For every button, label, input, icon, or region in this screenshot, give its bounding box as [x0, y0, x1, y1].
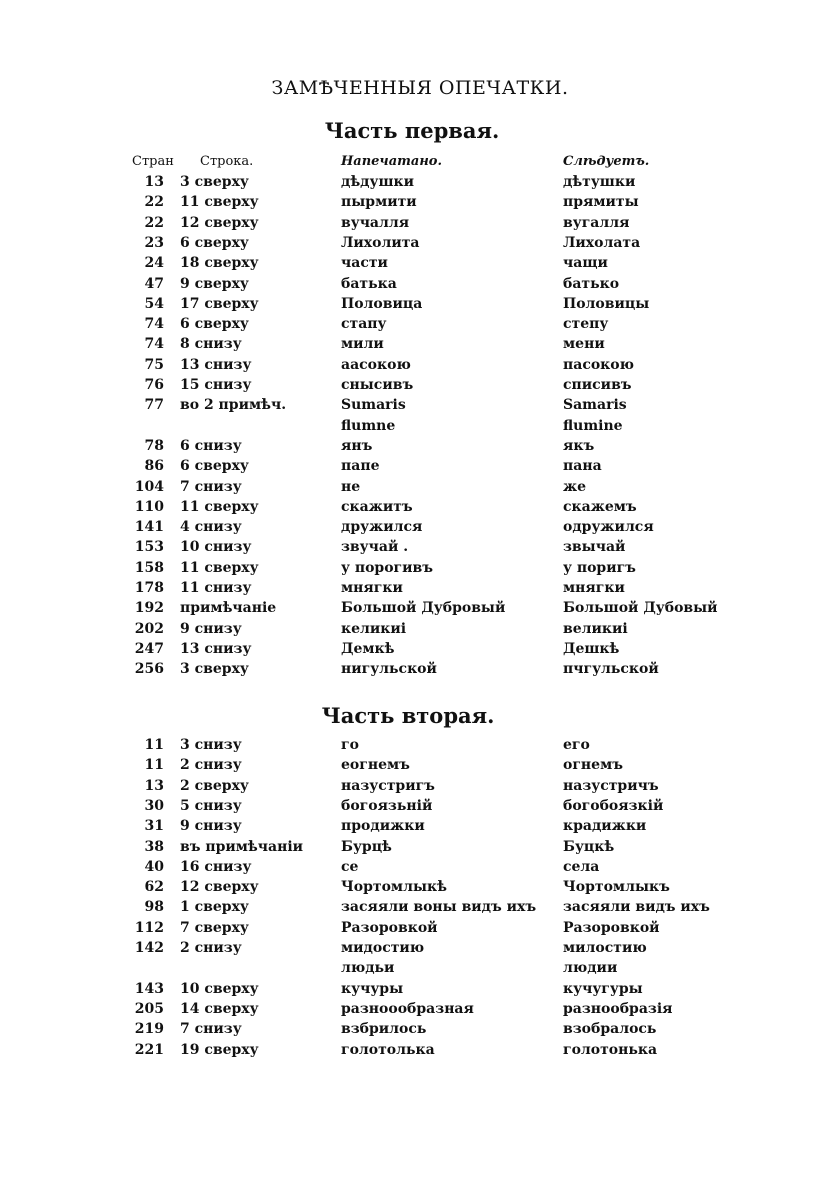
printed-text: звучай . [341, 539, 409, 556]
erratum-row [0, 1021, 840, 1041]
erratum-row [0, 621, 840, 641]
erratum-row [0, 778, 840, 798]
line-ref: 3 снизу [180, 737, 242, 753]
correct-text: же [563, 478, 587, 495]
header-printed: Напечатано. [341, 154, 442, 169]
page-number: 192 [134, 600, 164, 617]
correct-text: прямиты [563, 194, 639, 211]
correct-text: вугалля [563, 214, 630, 231]
page-number: 31 [144, 818, 164, 835]
line-ref: 10 сверху [180, 980, 259, 997]
page-number: 221 [134, 1041, 164, 1058]
page-number: 205 [134, 1000, 164, 1017]
printed-text: Демкѣ [341, 640, 395, 657]
page-number: 11 [144, 737, 164, 753]
erratum-row [0, 174, 840, 194]
printed-text: Разоровкой [341, 919, 438, 936]
erratum-row [0, 899, 840, 919]
line-ref: 10 снизу [180, 539, 252, 556]
page-number: 22 [144, 214, 164, 231]
erratum-row [0, 479, 840, 499]
correct-text: мнягки [563, 580, 625, 596]
line-ref: 7 сверху [180, 919, 249, 936]
line-ref: 3 сверху [180, 174, 249, 190]
erratum-row [0, 397, 840, 417]
erratum-row [0, 296, 840, 316]
page-number: 11 [144, 757, 164, 774]
printed-text: папе [341, 458, 380, 475]
correct-text: взобралось [563, 1021, 657, 1038]
page-number: 30 [144, 797, 164, 814]
page-number: 38 [144, 838, 164, 855]
erratum-row [0, 194, 840, 214]
page-number: 74 [144, 336, 164, 353]
printed-text: людьи [341, 960, 395, 977]
printed-text: скажитъ [341, 498, 413, 515]
correct-text: звычай [563, 539, 626, 556]
correct-text: назустричъ [563, 777, 659, 794]
line-ref: 11 снизу [180, 580, 252, 596]
erratum-row [0, 798, 840, 818]
printed-text: го [341, 737, 359, 753]
correct-text: Чортомлыкъ [563, 879, 670, 896]
printed-text: вучалля [341, 214, 410, 231]
correct-text: разнообразія [563, 1000, 673, 1017]
printed-text: Бурцѣ [341, 838, 392, 855]
correct-text: пасокою [563, 356, 634, 373]
correct-text: чащи [563, 255, 608, 272]
erratum-row [0, 1042, 840, 1062]
line-ref: 13 снизу [180, 356, 252, 373]
header-follows: Слѣдуетъ. [563, 154, 650, 169]
line-ref: примѣчаніе [180, 600, 277, 617]
printed-text: янъ [341, 437, 373, 454]
printed-text: продижки [341, 818, 425, 835]
line-ref: 19 сверху [180, 1041, 259, 1058]
erratum-row [0, 357, 840, 377]
correct-text: скажемъ [563, 498, 637, 515]
erratum-row [0, 661, 840, 681]
correct-text: крадижки [563, 818, 647, 835]
correct-text: одружился [563, 519, 654, 536]
line-ref: 8 снизу [180, 336, 242, 353]
printed-text: разноообразная [341, 1000, 474, 1017]
printed-text: Sumaris [341, 397, 406, 414]
erratum-row [0, 839, 840, 859]
line-ref: въ примѣчаніи [180, 838, 304, 855]
printed-text: мидостию [341, 940, 425, 956]
line-ref: 18 сверху [180, 255, 259, 272]
page-number: 112 [134, 919, 164, 936]
printed-text: стапу [341, 316, 387, 333]
line-ref: 13 снизу [180, 640, 252, 657]
page-number: 143 [134, 980, 164, 997]
line-ref: 6 сверху [180, 316, 249, 333]
erratum-row [0, 276, 840, 296]
erratum-row [0, 255, 840, 275]
printed-text: Большой Дубровый [341, 600, 506, 617]
part-two-heading: Часть вторая. [321, 703, 495, 728]
page-number: 202 [134, 620, 164, 637]
erratum-row [0, 818, 840, 838]
correct-text: батько [563, 275, 620, 292]
correct-text: пана [563, 458, 602, 475]
printed-text: се [341, 858, 359, 875]
line-ref: 11 сверху [180, 194, 259, 211]
line-ref: 14 сверху [180, 1000, 259, 1017]
page-number: 54 [144, 295, 164, 312]
printed-text: дружился [341, 519, 423, 536]
page-number: 219 [134, 1021, 164, 1038]
erratum-row [0, 757, 840, 777]
page-number: 247 [134, 640, 164, 657]
page-number: 77 [144, 397, 164, 414]
erratum-row [0, 458, 840, 478]
line-ref: 7 снизу [180, 478, 242, 495]
correct-text: flumine [563, 417, 623, 434]
page-number: 74 [144, 316, 164, 333]
header-page: Стран [132, 154, 174, 169]
printed-text: части [341, 255, 388, 272]
correct-text: Большой Дубовый [563, 600, 718, 617]
printed-text: келикиі [341, 620, 407, 637]
page-number: 78 [144, 437, 164, 454]
page-number: 22 [144, 194, 164, 211]
printed-text: еогнемъ [341, 757, 410, 774]
correct-text: милостию [563, 940, 647, 956]
correct-text: пчгульской [563, 661, 659, 678]
erratum-row [0, 560, 840, 580]
line-ref: 11 сверху [180, 498, 259, 515]
erratum-row [0, 580, 840, 600]
printed-text: Половица [341, 295, 423, 312]
correct-text: мени [563, 336, 605, 353]
printed-text: голотолька [341, 1041, 435, 1058]
line-ref: 9 сверху [180, 275, 249, 292]
page-number: 86 [144, 458, 164, 475]
page-number: 76 [144, 377, 164, 393]
erratum-row [0, 519, 840, 539]
correct-text: села [563, 858, 600, 875]
page-title: ЗАМѢЧЕННЫЯ ОПЕЧАТКИ. [271, 77, 569, 99]
line-ref: 1 сверху [180, 899, 249, 916]
correct-text: Разоровкой [563, 919, 660, 936]
correct-text: голотонька [563, 1041, 658, 1058]
printed-text: нигульской [341, 661, 437, 678]
correct-text: списивъ [563, 377, 632, 393]
erratum-row [0, 235, 840, 255]
erratum-row [0, 879, 840, 899]
printed-text: взбрилось [341, 1021, 427, 1038]
page-number: 62 [144, 879, 164, 896]
page-number: 153 [134, 539, 164, 556]
correct-text: Буцкѣ [563, 838, 615, 855]
erratum-row [0, 336, 840, 356]
line-ref: 6 снизу [180, 437, 242, 454]
printed-text: Чортомлыкѣ [341, 879, 447, 896]
correct-text: огнемъ [563, 757, 623, 774]
part-one-heading: Часть первая. [324, 118, 500, 143]
line-ref: 9 снизу [180, 620, 242, 637]
line-ref: 11 сверху [180, 559, 259, 576]
printed-text: богоязьній [341, 797, 433, 814]
printed-text: мнягки [341, 580, 403, 596]
line-ref: 2 снизу [180, 757, 242, 774]
correct-text: Половицы [563, 295, 650, 312]
erratum-row [0, 641, 840, 661]
line-ref: 12 сверху [180, 214, 259, 231]
line-ref: 2 сверху [180, 777, 249, 794]
correct-text: богобоязкій [563, 797, 664, 814]
erratum-row [0, 981, 840, 1001]
erratum-row [0, 539, 840, 559]
page-number: 75 [144, 356, 164, 373]
printed-text: снысивъ [341, 377, 414, 393]
printed-text: батька [341, 275, 397, 292]
correct-text: его [563, 737, 590, 753]
page-number: 47 [144, 275, 164, 292]
printed-text: мили [341, 336, 384, 353]
printed-text: дѣдушки [341, 174, 415, 190]
line-ref: 4 снизу [180, 519, 242, 536]
page-number: 178 [134, 580, 164, 596]
printed-text: назустригъ [341, 777, 435, 794]
printed-text: кучуры [341, 980, 404, 997]
correct-text: кучугуры [563, 980, 643, 997]
erratum-row [0, 438, 840, 458]
erratum-row [0, 499, 840, 519]
printed-text: пырмити [341, 194, 417, 211]
page-number: 141 [134, 519, 164, 536]
printed-text: засяяли воны видъ ихъ [341, 899, 537, 916]
page-number: 98 [144, 899, 164, 916]
printed-text: не [341, 478, 361, 495]
line-ref: 6 сверху [180, 234, 249, 251]
page-number: 256 [134, 661, 164, 678]
erratum-row [0, 215, 840, 235]
line-ref: 6 сверху [180, 458, 249, 475]
page-number: 13 [144, 174, 164, 190]
page-number: 23 [144, 234, 164, 251]
page-number: 104 [134, 478, 164, 495]
erratum-row [0, 377, 840, 397]
line-ref: 12 сверху [180, 879, 259, 896]
correct-text: великиі [563, 620, 628, 637]
correct-text: Дешкѣ [563, 640, 620, 657]
correct-text: якъ [563, 437, 595, 454]
printed-text: flumne [341, 417, 396, 434]
page-number: 40 [144, 858, 164, 875]
erratum-row [0, 600, 840, 620]
line-ref: 7 снизу [180, 1021, 242, 1038]
page-number: 110 [134, 498, 164, 515]
erratum-row [0, 1001, 840, 1021]
correct-text: Samaris [563, 397, 627, 414]
correct-text: людии [563, 960, 618, 977]
erratum-row [0, 920, 840, 940]
printed-text: у порогивъ [341, 559, 433, 576]
erratum-row [0, 737, 840, 757]
line-ref: во 2 примѣч. [180, 397, 287, 414]
line-ref: 3 сверху [180, 661, 249, 678]
line-ref: 5 снизу [180, 797, 242, 814]
page-number: 13 [144, 777, 164, 794]
line-ref: 15 снизу [180, 377, 252, 393]
correct-text: у поригъ [563, 559, 636, 576]
erratum-row [0, 418, 840, 438]
printed-text: Лихолита [341, 234, 420, 251]
erratum-row [0, 316, 840, 336]
page-number: 142 [134, 940, 164, 956]
header-line: Строка. [200, 154, 254, 169]
line-ref: 17 сверху [180, 295, 259, 312]
line-ref: 2 снизу [180, 940, 242, 956]
correct-text: засяяли видъ ихъ [563, 899, 710, 916]
erratum-row [0, 859, 840, 879]
line-ref: 9 снизу [180, 818, 242, 835]
erratum-row [0, 940, 840, 960]
erratum-row [0, 960, 840, 980]
correct-text: степу [563, 316, 609, 333]
page-number: 158 [134, 559, 164, 576]
page-number: 24 [144, 255, 164, 272]
printed-text: аасокою [341, 356, 411, 373]
line-ref: 16 снизу [180, 858, 252, 875]
correct-text: Лихолата [563, 234, 641, 251]
correct-text: дѣтушки [563, 174, 636, 190]
